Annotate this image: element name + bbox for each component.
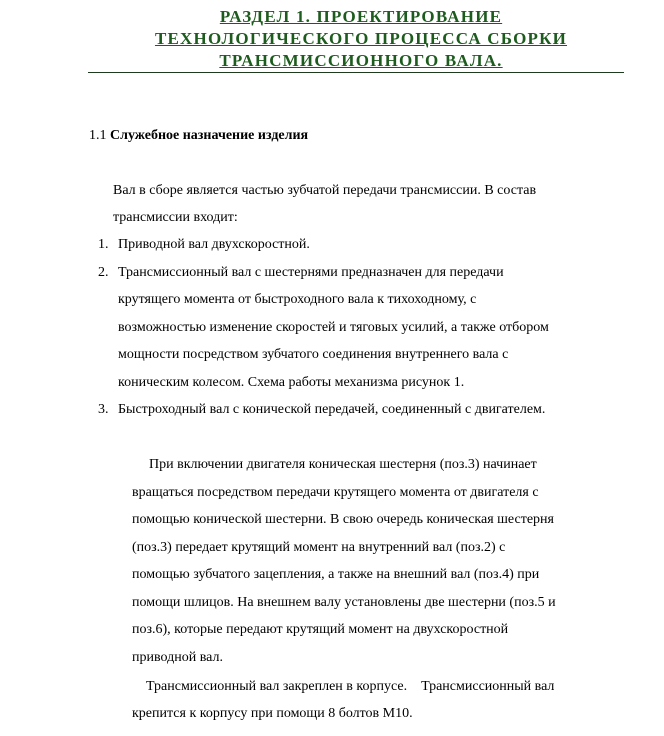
section-title-line-3: ТРАНСМИССИОННОГО ВАЛА. (219, 51, 503, 70)
intro-line-1: Вал в сборе является частью зубчатой передачи трансмиссии. В состав (113, 183, 537, 198)
paragraph-2-line: Трансмиссионный вал закреплен в корпусе. Трансмиссионный вал (146, 679, 555, 694)
list-item-number: 1. (98, 237, 109, 252)
paragraph-2-line: крепится к корпусу при помощи 8 болтов М10. (132, 706, 413, 721)
list-item-text: Быстроходный вал с конической передачей, соединенный с двигателем. (118, 402, 546, 417)
paragraph-1-line: помощи шлицов. На внешнем валу установлены две шестерни (поз.5 и (132, 595, 556, 610)
list-item-text: Приводной вал двухскоростной. (118, 237, 310, 252)
list-item-text: Трансмиссионный вал с шестернями предназначен для передачи (118, 265, 504, 280)
intro-line-2: трансмиссии входит: (113, 210, 238, 225)
subsection-number: 1.1 (89, 128, 107, 143)
list-item-text: коническим колесом. Схема работы механизма рисунок 1. (118, 375, 465, 390)
section-title-line-1: РАЗДЕЛ 1. ПРОЕКТИРОВАНИЕ (219, 7, 503, 26)
title-divider (88, 72, 624, 73)
paragraph-1-line: вращаться посредством передачи крутящего момента от двигателя с (132, 485, 539, 500)
list-item-text: возможностью изменение скоростей и тяговых усилий, а также отбором (118, 320, 549, 335)
list-item-number: 3. (98, 402, 109, 417)
section-title (92, 6, 630, 72)
list-item-text: крутящего момента от быстроходного вала к тихоходному, с (118, 292, 477, 307)
paragraph-1-line: поз.6), которые передают крутящий момент на двухскоростной (132, 622, 509, 637)
subsection-heading (89, 127, 308, 145)
list-item-number: 2. (98, 265, 109, 280)
list-item-text: мощности посредством зубчатого соединения внутреннего вала с (118, 347, 509, 362)
paragraph-1-line: При включении двигателя коническая шестерня (поз.3) начинает (149, 457, 537, 472)
paragraph-1-line: помощью конической шестерни. В свою очередь коническая шестерня (132, 512, 554, 527)
section-title-line-2: ТЕХНОЛОГИЧЕСКОГО ПРОЦЕССА СБОРКИ (154, 29, 568, 48)
subsection-title: Служебное назначение изделия (110, 128, 309, 143)
paragraph-1-line: приводной вал. (132, 650, 223, 665)
paragraph-1-line: (поз.3) передает крутящий момент на внутренний вал (поз.2) с (132, 540, 506, 555)
paragraph-1-line: помощью зубчатого зацепления, а также на внешний вал (поз.4) при (132, 567, 540, 582)
